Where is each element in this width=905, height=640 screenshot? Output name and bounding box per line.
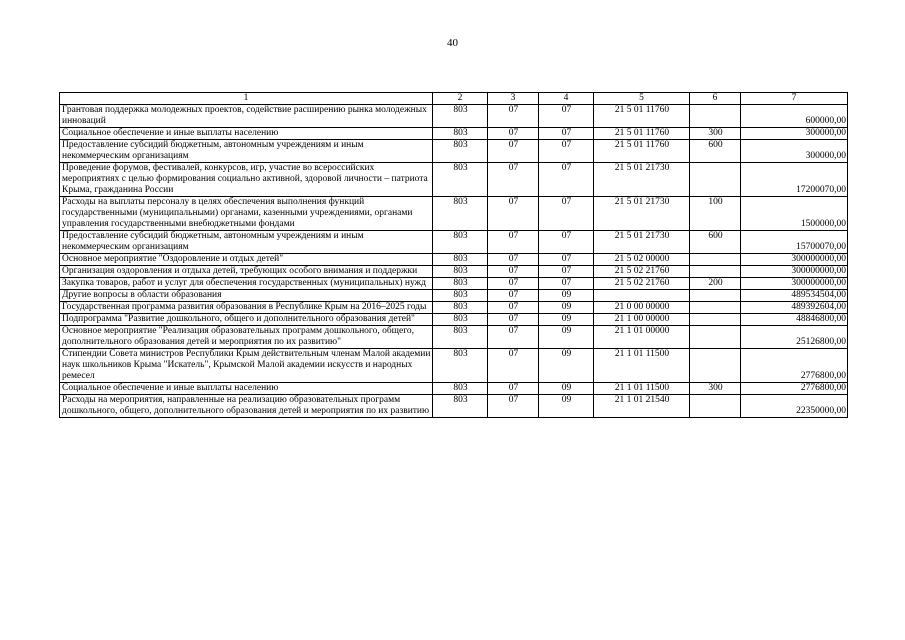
row-subsection: 07 bbox=[539, 278, 594, 290]
row-name: Расходы на выплаты персоналу в целях обеспечения выполнения функций государственными (муниципальными) органами, казенными учреждениями, органами управления государственными внебюджетными фондами bbox=[60, 197, 433, 231]
row-target-article: 21 1 01 11500 bbox=[594, 383, 690, 395]
row-subsection: 07 bbox=[539, 231, 594, 254]
row-section: 07 bbox=[488, 231, 539, 254]
row-name: Предоставление субсидий бюджетным, автономным учреждениям и иным некоммерческим организациям bbox=[60, 140, 433, 163]
row-name: Государственная программа развития образования в Республике Крым на 2016–2025 годы bbox=[60, 302, 433, 314]
row-target-article: 21 5 02 21760 bbox=[594, 278, 690, 290]
table-row bbox=[60, 290, 848, 302]
table-row bbox=[60, 197, 848, 231]
column-header: 3 bbox=[488, 93, 539, 105]
row-expense-type: 100 bbox=[690, 197, 741, 231]
row-target-article: 21 5 01 21730 bbox=[594, 231, 690, 254]
table-row bbox=[60, 395, 848, 418]
row-expense-type bbox=[690, 349, 741, 383]
table-row bbox=[60, 326, 848, 349]
row-amount: 489534504,00 bbox=[741, 290, 848, 302]
row-expense-type bbox=[690, 314, 741, 326]
row-code-admin: 803 bbox=[433, 349, 488, 383]
row-name: Расходы на мероприятия, направленные на реализацию образовательных программ дошкольного, общего, дополнительного образования детей и мероприятия по их развитию bbox=[60, 395, 433, 418]
row-target-article: 21 5 02 21760 bbox=[594, 266, 690, 278]
column-header: 6 bbox=[690, 93, 741, 105]
row-subsection: 09 bbox=[539, 395, 594, 418]
row-name: Социальное обеспечение и иные выплаты населению bbox=[60, 383, 433, 395]
row-section: 07 bbox=[488, 197, 539, 231]
row-code-admin: 803 bbox=[433, 254, 488, 266]
row-code-admin: 803 bbox=[433, 290, 488, 302]
row-section: 07 bbox=[488, 105, 539, 128]
row-target-article: 21 1 01 11500 bbox=[594, 349, 690, 383]
row-target-article: 21 1 00 00000 bbox=[594, 314, 690, 326]
row-expense-type bbox=[690, 302, 741, 314]
row-subsection: 07 bbox=[539, 254, 594, 266]
table-row bbox=[60, 105, 848, 128]
column-header: 4 bbox=[539, 93, 594, 105]
table-row bbox=[60, 266, 848, 278]
table-row bbox=[60, 302, 848, 314]
row-amount: 300000000,00 bbox=[741, 278, 848, 290]
row-expense-type bbox=[690, 105, 741, 128]
row-code-admin: 803 bbox=[433, 302, 488, 314]
row-expense-type: 200 bbox=[690, 278, 741, 290]
row-expense-type bbox=[690, 326, 741, 349]
row-name: Другие вопросы в области образования bbox=[60, 290, 433, 302]
row-code-admin: 803 bbox=[433, 278, 488, 290]
row-target-article: 21 5 01 11760 bbox=[594, 140, 690, 163]
row-code-admin: 803 bbox=[433, 197, 488, 231]
row-section: 07 bbox=[488, 314, 539, 326]
row-section: 07 bbox=[488, 395, 539, 418]
row-target-article: 21 1 01 00000 bbox=[594, 326, 690, 349]
row-subsection: 07 bbox=[539, 128, 594, 140]
row-expense-type bbox=[690, 163, 741, 197]
row-name: Проведение форумов, фестивалей, конкурсов, игр, участие во всероссийских мероприятиях с целью формирования социально активной, здоровой личности – патриота Крыма, гражданина России bbox=[60, 163, 433, 197]
budget-table bbox=[59, 92, 848, 418]
row-expense-type: 300 bbox=[690, 383, 741, 395]
row-expense-type bbox=[690, 254, 741, 266]
row-amount: 300000,00 bbox=[741, 128, 848, 140]
row-code-admin: 803 bbox=[433, 128, 488, 140]
row-code-admin: 803 bbox=[433, 266, 488, 278]
table-row bbox=[60, 140, 848, 163]
row-section: 07 bbox=[488, 254, 539, 266]
row-amount: 25126800,00 bbox=[741, 326, 848, 349]
table-row bbox=[60, 383, 848, 395]
row-amount: 15700070,00 bbox=[741, 231, 848, 254]
column-header: 5 bbox=[594, 93, 690, 105]
row-target-article: 21 5 01 21730 bbox=[594, 197, 690, 231]
row-expense-type: 300 bbox=[690, 128, 741, 140]
row-target-article: 21 5 01 21730 bbox=[594, 163, 690, 197]
row-subsection: 07 bbox=[539, 266, 594, 278]
row-amount: 2776800,00 bbox=[741, 349, 848, 383]
row-subsection: 07 bbox=[539, 105, 594, 128]
row-amount: 48846800,00 bbox=[741, 314, 848, 326]
row-amount: 2776800,00 bbox=[741, 383, 848, 395]
row-amount: 1500000,00 bbox=[741, 197, 848, 231]
row-subsection: 09 bbox=[539, 349, 594, 383]
row-code-admin: 803 bbox=[433, 140, 488, 163]
row-target-article bbox=[594, 290, 690, 302]
row-name: Основное мероприятие "Оздоровление и отдых детей" bbox=[60, 254, 433, 266]
row-code-admin: 803 bbox=[433, 395, 488, 418]
row-amount: 600000,00 bbox=[741, 105, 848, 128]
row-amount: 300000,00 bbox=[741, 140, 848, 163]
row-code-admin: 803 bbox=[433, 314, 488, 326]
table-row bbox=[60, 278, 848, 290]
row-subsection: 07 bbox=[539, 163, 594, 197]
row-expense-type bbox=[690, 290, 741, 302]
row-code-admin: 803 bbox=[433, 326, 488, 349]
row-expense-type bbox=[690, 266, 741, 278]
table-row bbox=[60, 163, 848, 197]
row-code-admin: 803 bbox=[433, 163, 488, 197]
row-amount: 22350000,00 bbox=[741, 395, 848, 418]
row-target-article: 21 0 00 00000 bbox=[594, 302, 690, 314]
column-header: 7 bbox=[741, 93, 848, 105]
row-target-article: 21 1 01 21540 bbox=[594, 395, 690, 418]
column-header: 1 bbox=[60, 93, 433, 105]
row-section: 07 bbox=[488, 383, 539, 395]
row-code-admin: 803 bbox=[433, 231, 488, 254]
row-name: Предоставление субсидий бюджетным, автономным учреждениям и иным некоммерческим организациям bbox=[60, 231, 433, 254]
row-amount: 300000000,00 bbox=[741, 266, 848, 278]
row-subsection: 07 bbox=[539, 197, 594, 231]
row-code-admin: 803 bbox=[433, 383, 488, 395]
row-name: Стипендии Совета министров Республики Крым действительным членам Малой академии наук школьников Крыма "Искатель", Крымской Малой академии искусств и народных ремесел bbox=[60, 349, 433, 383]
row-amount: 17200070,00 bbox=[741, 163, 848, 197]
row-subsection: 09 bbox=[539, 314, 594, 326]
table-row bbox=[60, 231, 848, 254]
row-subsection: 09 bbox=[539, 290, 594, 302]
column-header: 2 bbox=[433, 93, 488, 105]
row-section: 07 bbox=[488, 278, 539, 290]
row-section: 07 bbox=[488, 302, 539, 314]
row-section: 07 bbox=[488, 290, 539, 302]
row-subsection: 09 bbox=[539, 326, 594, 349]
row-name: Основное мероприятие "Реализация образовательных программ дошкольного, общего, дополнительного образования детей и мероприятия по их развитию" bbox=[60, 326, 433, 349]
row-name: Социальное обеспечение и иные выплаты населению bbox=[60, 128, 433, 140]
row-name: Грантовая поддержка молодежных проектов, содействие расширению рынка молодежных инноваций bbox=[60, 105, 433, 128]
table-header-row bbox=[60, 93, 848, 105]
row-name: Закупка товаров, работ и услуг для обеспечения государственных (муниципальных) нужд bbox=[60, 278, 433, 290]
row-section: 07 bbox=[488, 163, 539, 197]
row-expense-type bbox=[690, 395, 741, 418]
row-code-admin: 803 bbox=[433, 105, 488, 128]
table-row bbox=[60, 128, 848, 140]
row-name: Организация оздоровления и отдыха детей, требующих особого внимания и поддержки bbox=[60, 266, 433, 278]
page-number: 40 bbox=[447, 37, 458, 49]
row-section: 07 bbox=[488, 140, 539, 163]
row-section: 07 bbox=[488, 326, 539, 349]
row-section: 07 bbox=[488, 266, 539, 278]
row-expense-type: 600 bbox=[690, 140, 741, 163]
row-subsection: 09 bbox=[539, 383, 594, 395]
row-section: 07 bbox=[488, 349, 539, 383]
row-subsection: 09 bbox=[539, 302, 594, 314]
table-row bbox=[60, 254, 848, 266]
row-target-article: 21 5 01 11760 bbox=[594, 105, 690, 128]
row-target-article: 21 5 02 00000 bbox=[594, 254, 690, 266]
row-subsection: 07 bbox=[539, 140, 594, 163]
row-section: 07 bbox=[488, 128, 539, 140]
row-amount: 300000000,00 bbox=[741, 254, 848, 266]
row-amount: 489392604,00 bbox=[741, 302, 848, 314]
row-expense-type: 600 bbox=[690, 231, 741, 254]
table-row bbox=[60, 314, 848, 326]
table-row bbox=[60, 349, 848, 383]
row-name: Подпрограмма "Развитие дошкольного, общего и дополнительного образования детей" bbox=[60, 314, 433, 326]
row-target-article: 21 5 01 11760 bbox=[594, 128, 690, 140]
